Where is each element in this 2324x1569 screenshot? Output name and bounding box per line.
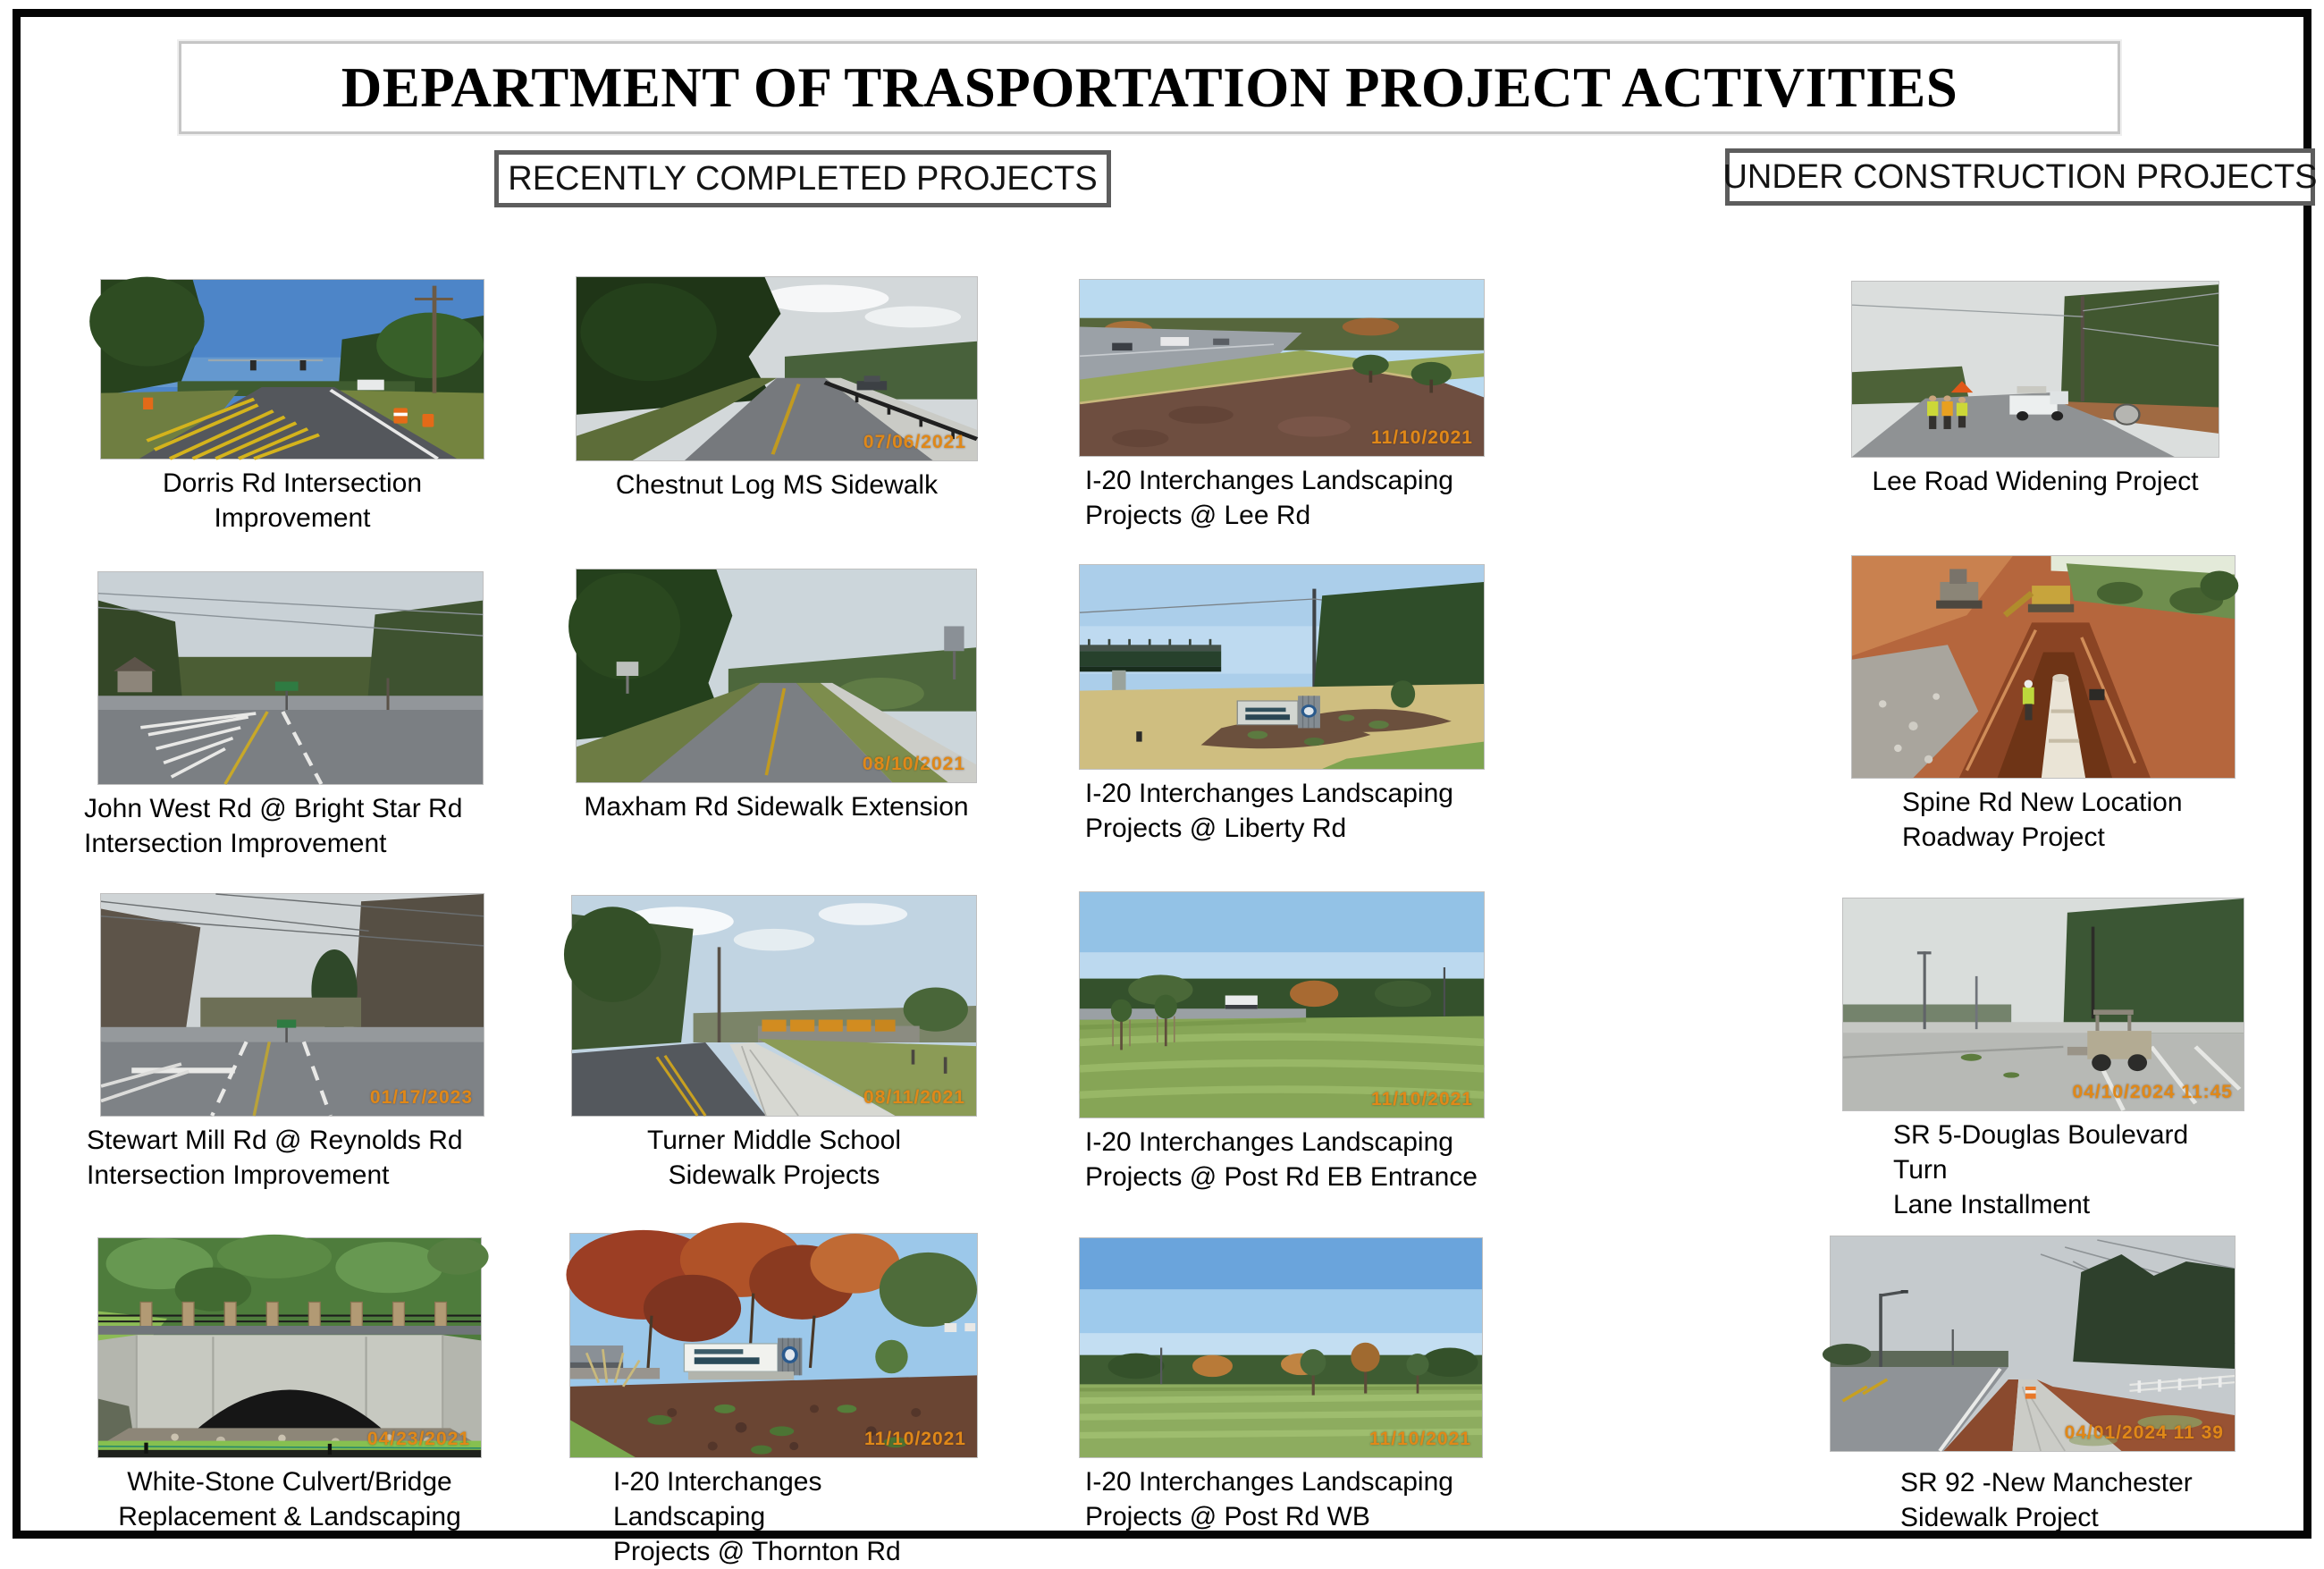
photo-stewart-mill-rd-intersection [101,894,484,1116]
photo-john-west-rd-intersection [98,572,483,784]
photo-turner-middle-school-sidewalk [572,896,976,1116]
photo-timestamp: 11/10/2021 [864,1429,966,1449]
photo-timestamp: 11/10/2021 [1371,1089,1473,1109]
project-caption: I-20 Interchanges Landscaping Projects @ Liberty Rd [1085,779,1453,843]
photo-i20-lee-rd-landscaping [1080,280,1484,456]
section-label: RECENTLY COMPLETED PROJECTS [508,159,1098,198]
photo-timestamp: 04/10/2024 11:45 [2072,1082,2233,1102]
sidewalk-extension-photo-illustration [577,569,976,782]
project-caption: Dorris Rd Intersection Improvement [162,468,423,533]
road-workers-photo-illustration [1852,282,2219,457]
photo-chestnut-log-sidewalk [577,277,977,460]
photo-timestamp: 04/23/2021 [366,1429,470,1449]
intersection-photo-illustration [98,572,483,784]
section-header-recently-completed [494,150,1111,207]
dirt-trench-pipe-photo-illustration [1852,556,2235,778]
culvert-bridge-photo-illustration [98,1238,481,1457]
project-card-i20-post-rd-wb [1080,1238,1482,1534]
parking-lot-equipment-photo-illustration [1843,898,2244,1110]
project-caption: Chestnut Log MS Sidewalk [615,470,939,500]
photo-sr5-douglas-blvd-turn-lane [1843,898,2244,1110]
photo-maxham-rd-sidewalk [577,569,976,782]
project-card-sr92-new-manchester [1831,1236,2235,1535]
project-caption: Spine Rd New Location Roadway Project [1902,788,2183,852]
project-card-i20-post-rd-eb [1080,892,1484,1194]
project-card-maxham-rd [577,569,976,824]
photo-i20-post-rd-eb-landscaping [1080,892,1484,1118]
project-card-white-stone-culvert [98,1238,481,1534]
project-caption: I-20 Interchanges Landscaping Projects @ Lee Rd [1085,466,1453,530]
open-field-photo-illustration [1080,1238,1482,1457]
new-sidewalk-overcast-photo-illustration [1831,1236,2235,1451]
project-card-chestnut-log [577,277,977,502]
page-title: DEPARTMENT OF TRASPORTATION PROJECT ACTIVITIES [341,55,1958,119]
photo-timestamp: 01/17/2023 [369,1087,473,1108]
photo-timestamp: 07/06/2021 [863,432,966,452]
photo-white-stone-culvert-bridge [98,1238,481,1457]
project-card-i20-liberty-rd [1080,565,1484,846]
project-caption: SR 5-Douglas Boulevard Turn Lane Installment [1893,1120,2189,1219]
project-card-i20-thornton-rd [570,1234,977,1569]
photo-lee-road-widening [1852,282,2219,457]
project-caption: White-Stone Culvert/Bridge Replacement & Landscaping [118,1467,461,1531]
photo-timestamp: 08/11/2021 [863,1087,965,1108]
project-card-i20-lee-rd [1080,280,1484,533]
photo-timestamp: 11/10/2021 [1371,427,1473,448]
project-caption: SR 92 -New Manchester Sidewalk Project [1900,1468,2193,1532]
project-card-stewart-mill-rd [87,894,484,1193]
project-caption: I-20 Interchanges Landscaping Projects @ Post Rd EB Entrance [1085,1127,1478,1192]
title-box [179,41,2120,134]
project-caption: I-20 Interchanges Landscaping Projects @ Thornton Rd [613,1467,901,1566]
school-sidewalk-photo-illustration [572,896,976,1116]
photo-spine-rd-construction [1852,556,2235,778]
project-card-dorris-rd [101,280,484,536]
project-card-spine-rd [1852,556,2235,855]
section-label: UNDER CONSTRUCTION PROJECTS [1722,157,2318,196]
project-caption: Maxham Rd Sidewalk Extension [584,792,969,822]
photo-i20-liberty-rd-landscaping [1080,565,1484,769]
autumn-welcome-sign-photo-illustration [570,1234,977,1457]
project-card-turner-middle-school [572,896,976,1193]
project-card-lee-road-widening [1852,282,2219,499]
photo-timestamp: 04/01/2024 11 39 [2064,1422,2224,1443]
project-caption: Lee Road Widening Project [1872,467,2199,496]
project-caption: John West Rd @ Bright Star Rd Intersection Improvement [84,794,463,858]
green-field-photo-illustration [1080,892,1484,1118]
project-card-sr5-douglas-blvd [1843,898,2244,1222]
road-intersection-photo-illustration [101,280,484,459]
photo-i20-thornton-rd-landscaping [570,1234,977,1457]
project-card-john-west-rd [84,572,483,861]
photo-timestamp: 08/10/2021 [862,754,965,774]
project-caption: Turner Middle School Sidewalk Projects [646,1126,902,1190]
section-header-under-construction [1722,148,2318,206]
photo-dorris-rd-intersection [101,280,484,459]
photo-sr92-new-manchester-sidewalk [1831,1236,2235,1451]
photo-timestamp: 11/10/2021 [1369,1429,1471,1449]
photo-i20-post-rd-wb-landscaping [1080,1238,1482,1457]
project-caption: Stewart Mill Rd @ Reynolds Rd Intersection Improvement [87,1126,463,1190]
project-caption: I-20 Interchanges Landscaping Projects @ Post Rd WB [1085,1467,1453,1531]
winter-intersection-photo-illustration [101,894,484,1116]
bridge-welcome-sign-photo-illustration [1080,565,1484,769]
